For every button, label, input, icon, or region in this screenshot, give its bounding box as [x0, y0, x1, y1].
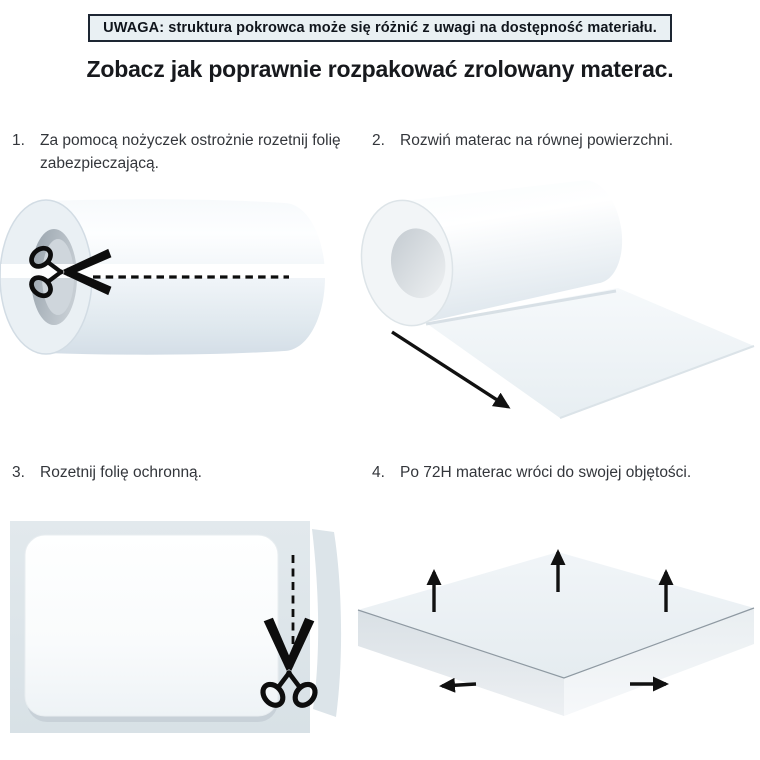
notice-banner: UWAGA: struktura pokrowca może się różnić z uwagi na dostępność materiału. [88, 14, 672, 42]
illustration-unrolling-mattress [360, 160, 760, 430]
illustration-cut-foil [5, 510, 355, 760]
step-1-label [12, 129, 342, 175]
step-4-label [372, 461, 754, 484]
expanding-mattress-graphic [358, 552, 754, 716]
step-1-text: Za pomocą nożyczek ostrożnie rozetnij folię zabezpieczającą. [40, 132, 341, 172]
step-3-text: Rozetnij folię ochronną. [40, 464, 202, 481]
step-3-number: 3. [12, 464, 25, 481]
mattress-top-view [25, 535, 278, 716]
step-4-text: Po 72H materac wróci do swojej objętości. [400, 464, 692, 481]
notice-banner-row [0, 14, 760, 42]
cut-foil-graphic [10, 521, 341, 733]
step-2-label [372, 129, 754, 152]
page-title: Zobacz jak poprawnie rozpakować zrolowany materac. [86, 56, 674, 82]
step-1-number: 1. [12, 132, 25, 149]
illustration-expanding-mattress [352, 530, 760, 760]
step-2-number: 2. [372, 132, 385, 149]
rolled-mattress-graphic [0, 199, 335, 354]
step-2-text: Rozwiń materac na równej powierzchni. [400, 132, 674, 149]
unrolling-mattress-graphic [360, 167, 754, 418]
step-3-label [12, 461, 342, 484]
illustration-rolled-mattress [0, 185, 340, 385]
step-4-number: 4. [372, 464, 385, 481]
